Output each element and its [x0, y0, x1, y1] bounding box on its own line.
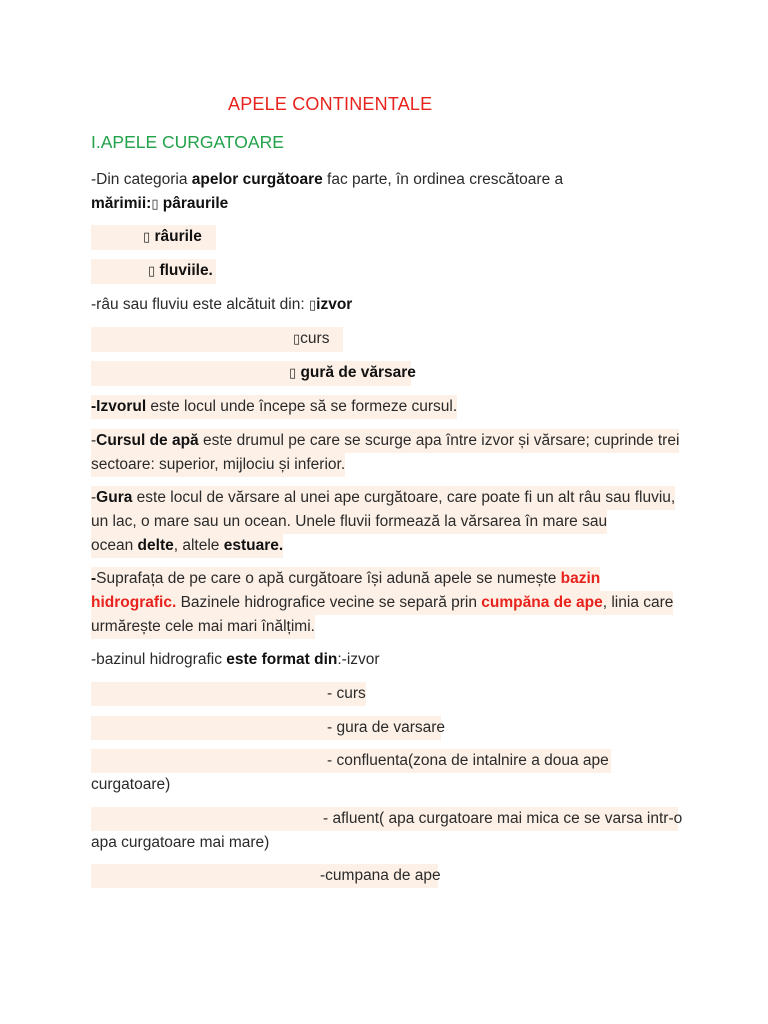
list-item: - afluent( apa curgatoare mai mica ce se varsa intr-o: [91, 807, 678, 831]
gura-definition-line-1: -Gura este locul de vărsare al unei ape curgătoare, care poate fi un alt râu sau fluviu,: [91, 486, 675, 510]
bullet-icon: ▯: [143, 230, 151, 245]
bullet-icon: ▯: [289, 366, 297, 381]
list-item: ▯curs: [91, 327, 343, 352]
bazin-definition-line-3: urmărește cele mai mari înălțimi.: [91, 615, 315, 639]
list-item-continuation: curgatoare): [91, 776, 171, 793]
composition-line: -râu sau fluviu este alcătuit din: ▯izvor: [91, 296, 353, 313]
bullet-icon: ▯: [293, 332, 301, 347]
intro-line-2: mărimii:▯ pâraurile: [91, 195, 229, 212]
list-item: ▯ gură de vărsare: [91, 361, 411, 386]
bullet-icon: ▯: [308, 298, 317, 313]
bullet-icon: ▯: [151, 197, 159, 212]
list-item: - curs: [91, 682, 366, 706]
list-item: -cumpana de ape: [91, 864, 438, 888]
bullet-icon: ▯: [148, 264, 156, 279]
list-item: ▯ râurile: [91, 225, 216, 250]
izvorul-definition: -Izvorul este locul unde începe să se formeze cursul.: [91, 395, 457, 419]
list-item: - gura de varsare: [91, 716, 441, 740]
gura-definition-line-3: ocean delte, altele estuare.: [91, 534, 283, 558]
cursul-definition-line-2: sectoare: superior, mijlociu și inferior.: [91, 453, 345, 477]
gura-definition-line-2: un lac, o mare sau un ocean. Unele fluvii formează la vărsarea în mare sau: [91, 510, 607, 534]
cursul-definition-line-1: -Cursul de apă este drumul pe care se scurge apa între izvor și vărsare; cuprinde trei: [91, 429, 679, 453]
list-item: - confluenta(zona de intalnire a doua ape: [91, 749, 611, 773]
bazin-definition-line-2: hidrografic. Bazinele hidrografice vecine se separă prin cumpăna de ape, linia care: [91, 591, 673, 615]
bazin-definition-line-1: -Suprafața de pe care o apă curgătoare își adună apele se numește bazin: [91, 567, 600, 591]
list-item: ▯ fluviile.: [91, 259, 216, 284]
intro-line-1: -Din categoria apelor curgătoare fac parte, în ordinea crescătoare a: [91, 171, 564, 188]
section-heading: I.APELE CURGATOARE: [91, 132, 284, 152]
page-title: APELE CONTINENTALE: [228, 94, 433, 114]
list-item-continuation: apa curgatoare mai mare): [91, 834, 270, 851]
basin-components-line: -bazinul hidrografic este format din:-izvor: [91, 651, 380, 668]
